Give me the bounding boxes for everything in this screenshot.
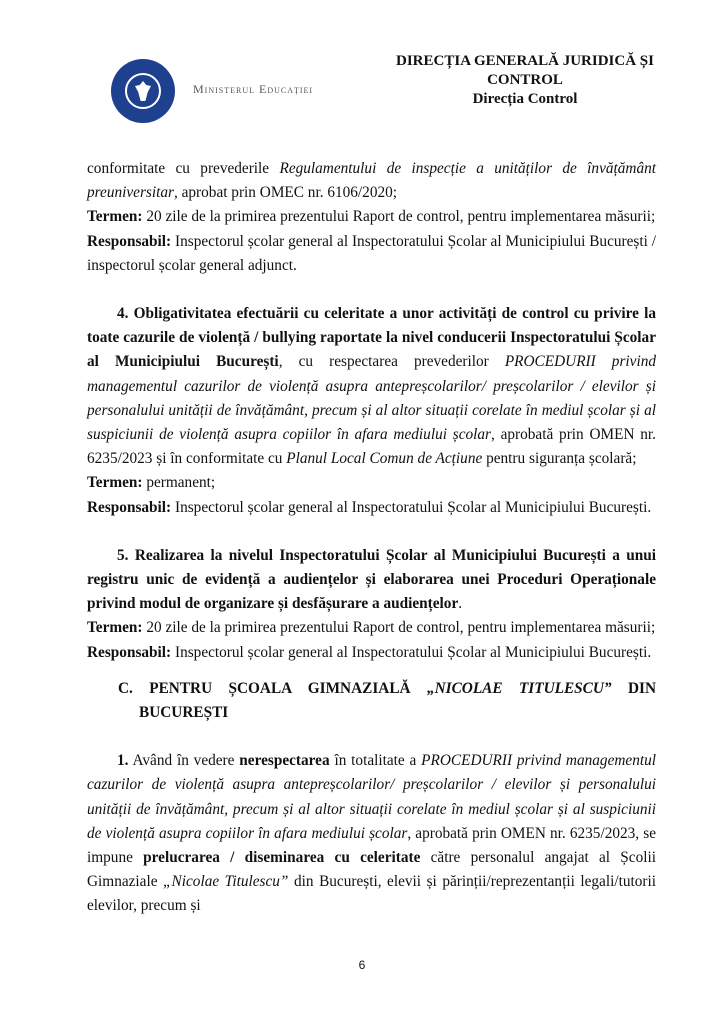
text-run: din București, elevii și părinții/reprezentanții legali/tutorii elevilor, precum și	[87, 873, 656, 915]
text-run: Termen:	[87, 474, 143, 492]
text-run: Inspectorul școlar general al Inspectoratului Școlar al Municipiului București.	[171, 498, 652, 516]
paragraph	[87, 302, 656, 471]
text-run: pentru siguranța școlară;	[482, 450, 637, 468]
text-run: Termen:	[87, 619, 143, 637]
text-run: .	[458, 595, 463, 613]
text-run: Planul Local Comun de Acțiune	[286, 450, 483, 468]
text-run: DIN BUCUREȘTI	[139, 679, 656, 722]
text-run: PROCEDURII privind managementul cazurilor de violență asupra antepreșcolarilor/ preșcolarilor / elevilor și personalului unității de învățământ, precum și al altor situații corelate în mediul școlar și al suspiciunii de violență asupra copiilor în afara mediului școlar	[87, 353, 656, 444]
paragraph	[87, 471, 656, 495]
section-heading	[118, 677, 656, 725]
government-seal	[111, 59, 175, 123]
text-run: Responsabil:	[87, 498, 172, 516]
paragraph-spacer	[87, 278, 656, 302]
text-run: PROCEDURII privind managementul cazurilor de violență asupra antepreșcolarilor/ preșcolarilor / elevilor și personalului unității de învățământ, precum și al altor situații corelate în mediul școlar și al suspiciunii de violență asupra copiilor în afara mediului școlar	[87, 752, 656, 842]
text-run: Inspectorul școlar general al Inspectoratului Școlar al Municipiului București / inspectorul școlar general adjunct.	[87, 232, 656, 274]
directorate-line1: DIRECȚIA GENERALĂ JURIDICĂ ȘI	[396, 53, 654, 69]
text-run: C. PENTRU ȘCOALA GIMNAZIALĂ	[118, 679, 427, 697]
paragraph	[87, 496, 656, 520]
text-run: „NICOLAE TITULESCU”	[426, 679, 612, 697]
text-run: 20 zile de la primirea prezentului Raport de control, pentru implementarea măsurii;	[142, 208, 656, 226]
paragraph	[87, 544, 656, 617]
text-run: conformitate cu prevederile	[87, 160, 280, 177]
text-run: Responsabil:	[87, 643, 172, 661]
paragraph	[87, 157, 656, 205]
paragraph	[87, 616, 656, 640]
text-run: Inspectorul școlar general al Inspectoratului Școlar al Municipiului București.	[171, 643, 652, 661]
paragraph	[87, 205, 656, 229]
text-run: „Nicolae Titulescu”	[163, 873, 289, 891]
text-run: în totalitate a	[329, 752, 422, 770]
paragraph-spacer	[87, 725, 656, 749]
text-run: Având în vedere	[128, 752, 240, 770]
department-name: Direcția Control	[472, 91, 578, 107]
text-run: 5. Realizarea la nivelul Inspectoratului Școlar al Municipiului București a unui registru unic de evidență a audiențelor și elaborarea unei Proceduri Operaționale privind modul de organizare și desfășurare a audiențelor	[87, 546, 656, 613]
text-run: 4. Obligativitatea efectuării cu celeritate a unor activități de control cu privire la toate cazurile de violență / bullying raportate la nivel conducerii Inspectoratului Școlar al Municipiului București	[87, 305, 656, 371]
directorate-line2: CONTROL	[487, 72, 563, 88]
text-run: 20 zile de la primirea prezentului Raport de control, pentru implementarea măsurii;	[142, 619, 656, 637]
ministry-name: Ministerul Educației	[193, 82, 314, 96]
paragraph	[87, 641, 656, 665]
text-run: către personalul angajat al Școlii Gimnaziale	[87, 849, 656, 891]
text-run: , aprobat prin OMEC nr. 6106/2020;	[173, 184, 398, 202]
coat-of-arms-icon	[135, 81, 151, 101]
text-run: 1.	[117, 752, 129, 770]
document-body	[87, 157, 656, 919]
text-run: , cu respectarea prevederilor	[278, 353, 505, 371]
text-run: nerespectarea	[239, 752, 330, 770]
text-run: , aprobată prin OMEN nr. 6235/2023 și în conformitate cu	[87, 426, 656, 468]
paragraph	[87, 749, 656, 918]
text-run: Responsabil:	[87, 232, 172, 250]
text-run: prelucrarea / diseminarea cu celeritate	[143, 849, 421, 867]
paragraph-spacer	[87, 520, 656, 544]
text-run: Regulamentului de inspecție a unităților de învățământ preuniversitar	[87, 160, 657, 202]
directorate-header	[380, 52, 670, 109]
text-run: permanent;	[142, 474, 216, 492]
paragraph	[87, 230, 656, 278]
page-number: 6	[358, 958, 366, 972]
text-run: Termen:	[87, 208, 143, 226]
text-run: , aprobată prin OMEN nr. 6235/2023, se impune	[87, 824, 656, 867]
